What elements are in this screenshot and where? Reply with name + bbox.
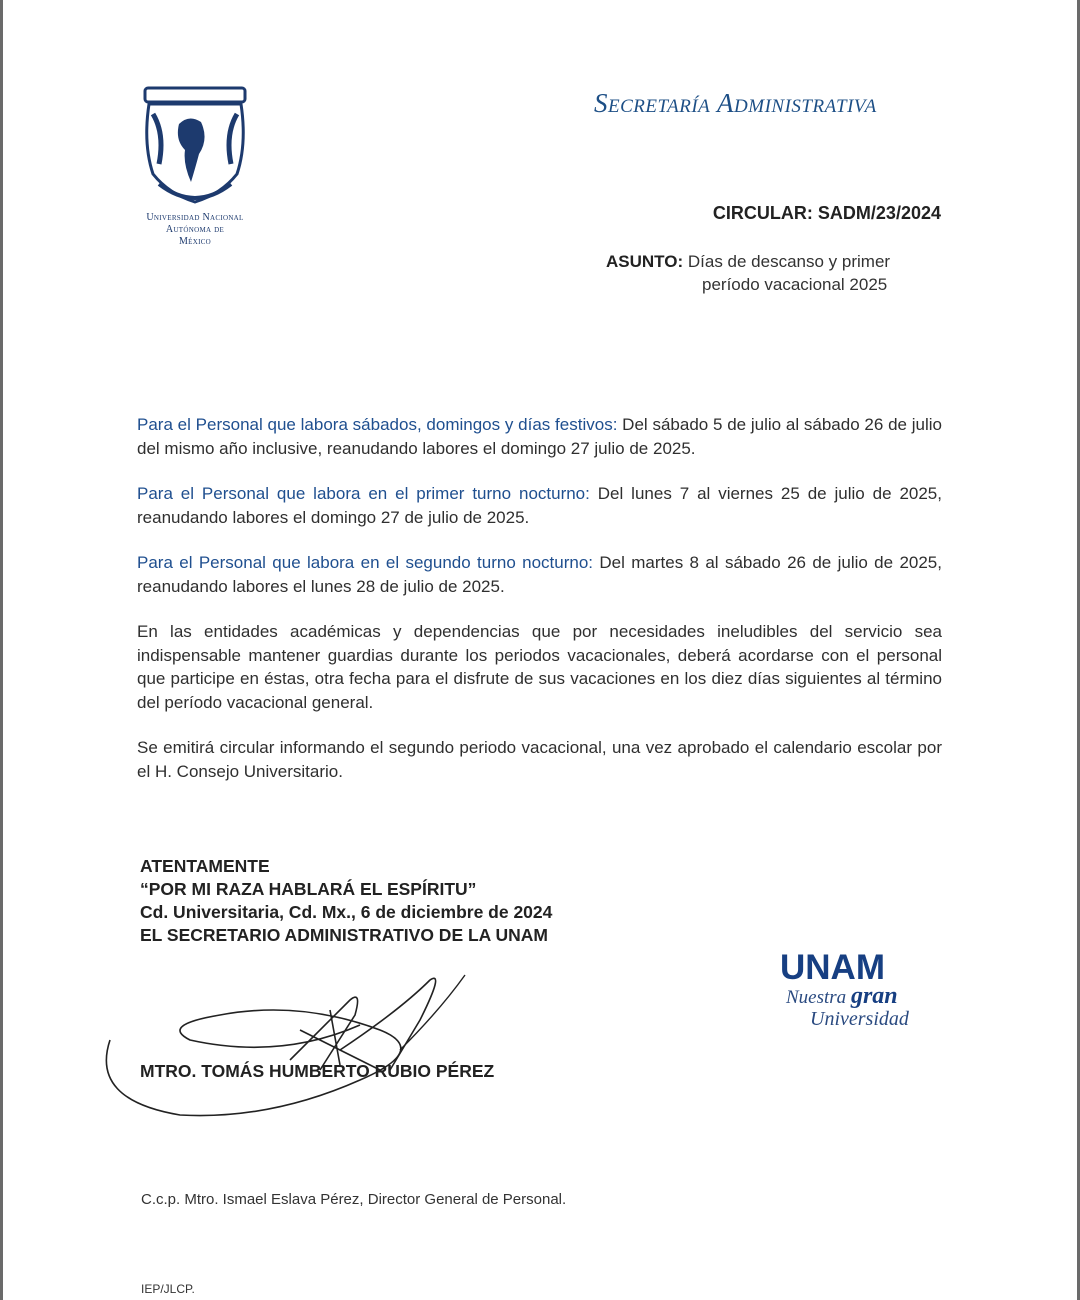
paragraph-text: Del martes 8 al sábado 26 de julio de 2025, reanudando labores el lunes 28 de julio de 2025. xyxy=(137,553,942,596)
seal-caption-2: Autónoma de xyxy=(165,224,225,235)
paragraph-lead: Para el Personal que labora en el primer turno nocturno: xyxy=(137,484,590,503)
closing-line-1: ATENTAMENTE xyxy=(140,856,270,876)
carbon-copy: C.c.p. Mtro. Ismael Eslava Pérez, Director General de Personal. xyxy=(141,1191,567,1208)
paragraph-lead: Para el Personal que labora en el segundo turno nocturno: xyxy=(137,553,594,572)
closing-title: EL SECRETARIO ADMINISTRATIVO DE LA UNAM xyxy=(140,925,549,945)
circular-label: CIRCULAR: xyxy=(712,203,813,223)
unam-brand-logo xyxy=(780,950,920,1031)
circular-number xyxy=(713,203,941,224)
tagline-word-emphasis: gran xyxy=(850,983,898,1009)
tagline-word: Nuestra xyxy=(786,987,847,1008)
paragraph-first-night-shift xyxy=(137,482,942,529)
document-body xyxy=(137,413,942,805)
paragraph-second-period: Se emitirá circular informando el segundo periodo vacacional, una vez aprobado el calendario escolar por el H. Consejo Universitario. xyxy=(137,738,942,781)
page-edge-left xyxy=(0,0,3,1300)
handwritten-signature xyxy=(100,970,500,1130)
closing-block xyxy=(140,855,552,947)
subject xyxy=(606,250,946,296)
paragraph-guards: En las entidades académicas y dependencias que por necesidades ineludibles del servicio sea indispensable mantener guardias durante los periodos vacacionales, deberá acordarse con el personal que participe en éstas, otra fecha para el disfrute de sus vacaciones en los diez días siguientes al término del período vacacional general. xyxy=(137,622,942,712)
subject-label: ASUNTO: xyxy=(606,252,684,271)
paragraph-weekend-staff xyxy=(137,413,942,460)
closing-place-date: Cd. Universitaria, Cd. Mx., 6 de diciembre de 2024 xyxy=(140,902,553,922)
paragraph-second-night-shift xyxy=(137,551,942,598)
unam-tagline-2: Universidad xyxy=(810,1008,909,1030)
closing-motto: “POR MI RAZA HABLARÁ EL ESPÍRITU” xyxy=(140,879,477,899)
subject-line-2: período vacacional 2025 xyxy=(702,275,888,294)
subject-line-1: Días de descanso y primer xyxy=(687,252,891,271)
office-name: Secretaría Administrativa xyxy=(594,88,877,118)
paragraph-text: Del lunes 7 al viernes 25 de julio de 2025, reanudando labores el domingo 27 de julio de 2025. xyxy=(137,484,942,527)
signatory-name: MTRO. TOMÁS HUMBERTO RUBIO PÉREZ xyxy=(140,1061,495,1081)
seal-caption-1: Universidad Nacional xyxy=(146,212,244,223)
unam-seal-icon xyxy=(139,84,251,212)
unam-tagline-1 xyxy=(786,983,920,1009)
circular-value: SADM/23/2024 xyxy=(817,203,941,223)
unam-wordmark: UNAM xyxy=(780,948,885,987)
unam-seal-logo xyxy=(136,84,254,248)
paragraph-text: Del sábado 5 de julio al sábado 26 de julio del mismo año inclusive, reanudando labores el domingo 27 julio de 2025. xyxy=(137,415,942,458)
reference-initials: IEP/JLCP. xyxy=(141,1282,195,1296)
paragraph-lead: Para el Personal que labora sábados, domingos y días festivos: xyxy=(137,415,618,434)
seal-caption-3: México xyxy=(178,236,212,247)
